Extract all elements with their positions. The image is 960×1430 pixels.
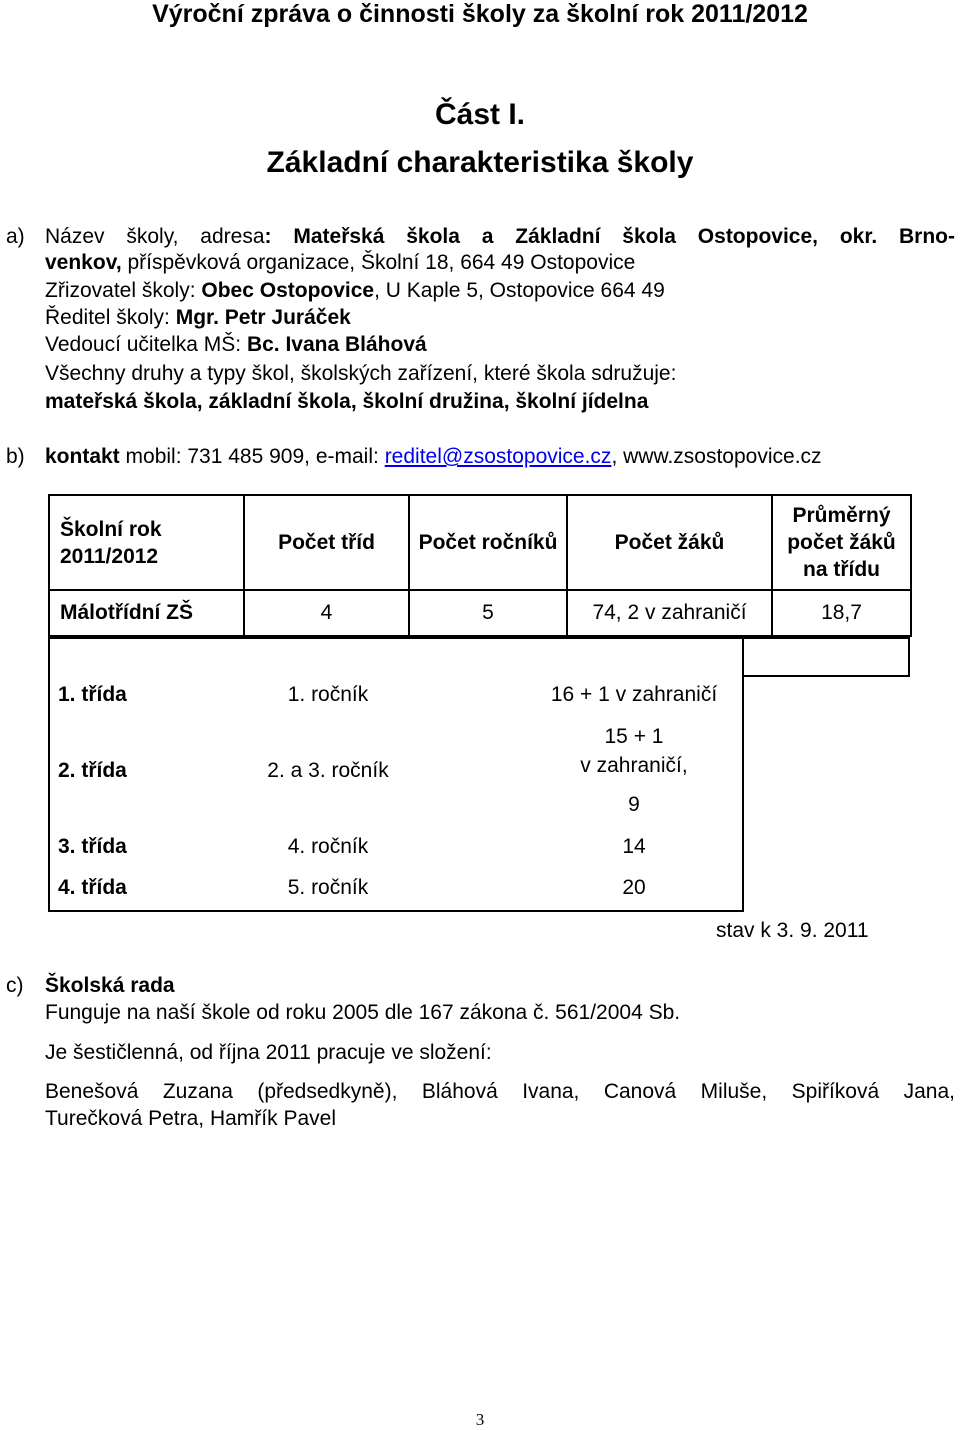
school-name-line xyxy=(45,223,955,251)
class-2-grade: 2. a 3. ročník xyxy=(267,759,389,782)
class-4-pupils: 20 xyxy=(622,876,646,899)
kindergarten-head-label: Vedoucí učitelka MŠ: xyxy=(45,333,242,356)
school-types-list xyxy=(45,388,955,416)
header-average: Průměrný počet žáků na třídu xyxy=(772,495,911,590)
school-name-colon: : xyxy=(264,225,272,248)
kindergarten-head-name: Bc. Ivana Bláhová xyxy=(246,333,427,356)
director-name: Mgr. Petr Juráček xyxy=(175,306,351,329)
class-2-pupils-3: 9 xyxy=(628,793,640,816)
section-b-label: b) xyxy=(6,445,25,468)
school-board-line-1: Funguje na naší škole od roku 2005 dle 167 zákona č. 561/2004 Sb. xyxy=(45,1001,681,1024)
school-types-bold: mateřská škola, základní škola, školní družina, školní jídelna xyxy=(45,390,649,413)
header-grade-count: Počet ročníků xyxy=(409,495,567,590)
cell-class-count: 4 xyxy=(244,590,409,636)
founder-line xyxy=(45,277,955,305)
cell-grade-count: 5 xyxy=(409,590,567,636)
table-row xyxy=(49,590,911,636)
cell-pupil-count: 74, 2 v zahraničí xyxy=(567,590,772,636)
founder-label: Zřizovatel školy: xyxy=(45,279,196,302)
part-heading: Část I. xyxy=(434,98,526,131)
class-2-label: 2. třída xyxy=(58,759,127,782)
website-text: www.zsostopovice.cz xyxy=(623,445,822,468)
school-board-title xyxy=(45,972,955,1000)
contact-mobile: mobil: 731 485 909, e-mail: xyxy=(125,445,379,468)
founder-address: , U Kaple 5, Ostopovice 664 49 xyxy=(374,279,665,302)
email-link[interactable]: reditel@zsostopovice.cz xyxy=(384,445,612,468)
school-name-cont: venkov, xyxy=(45,251,122,274)
school-stats-table xyxy=(48,494,912,637)
contact-line xyxy=(45,443,955,471)
founder-name: Obec Ostopovice xyxy=(201,279,375,302)
document-title: Výroční zpráva o činnosti školy za školní rok 2011/2012 xyxy=(152,0,808,28)
director-label: Ředitel školy: xyxy=(45,306,170,329)
school-address-line xyxy=(45,249,955,277)
status-date-note: stav k 3. 9. 2011 xyxy=(716,919,869,942)
contact-comma: , xyxy=(611,445,618,468)
class-1-grade: 1. ročník xyxy=(287,683,369,706)
class-breakdown-side-cell xyxy=(742,637,910,677)
school-board-members-2: Turečková Petra, Hamřík Pavel xyxy=(45,1107,336,1130)
section-c-label: c) xyxy=(6,974,24,997)
page-number: 3 xyxy=(475,1410,485,1429)
school-types-line: Všechny druhy a typy škol, školských zařízení, které škola sdružuje: xyxy=(45,362,677,385)
class-3-pupils: 14 xyxy=(622,835,646,858)
header-school-year: Školní rok 2011/2012 xyxy=(49,495,244,590)
cell-school-type: Málotřídní ZŠ xyxy=(49,590,244,636)
director-line xyxy=(45,304,955,332)
cell-average: 18,7 xyxy=(772,590,911,636)
school-board-members-1: Benešová Zuzana (předsedkyně), Bláhová Ivana, Canová Miluše, Spiříková Jana, xyxy=(45,1080,955,1103)
header-class-count: Počet tříd xyxy=(244,495,409,590)
school-name-prefix: Název školy, adresa xyxy=(45,225,265,248)
table-header-row xyxy=(49,495,911,590)
class-4-label: 4. třída xyxy=(58,876,127,899)
section-a-label: a) xyxy=(6,225,25,248)
class-2-pupils-1: 15 + 1 xyxy=(604,725,664,748)
school-board-line-2: Je šestičlenná, od října 2011 pracuje ve složení: xyxy=(45,1041,492,1064)
class-2-pupils-2: v zahraničí, xyxy=(580,754,688,777)
class-3-label: 3. třída xyxy=(58,835,127,858)
class-1-pupils: 16 + 1 v zahraničí xyxy=(550,683,718,706)
section-heading: Základní charakteristika školy xyxy=(266,146,694,179)
class-1-label: 1. třída xyxy=(58,683,127,706)
contact-label: kontakt xyxy=(45,445,120,468)
school-address: příspěvková organizace, Školní 18, 664 49 Ostopovice xyxy=(127,251,636,274)
header-pupil-count: Počet žáků xyxy=(567,495,772,590)
school-name: Mateřská škola a Základní škola Ostopovice, okr. Brno- xyxy=(293,225,955,248)
class-3-grade: 4. ročník xyxy=(287,835,369,858)
school-board-title-text: Školská rada xyxy=(45,974,175,997)
kindergarten-head-line xyxy=(45,331,955,359)
class-4-grade: 5. ročník xyxy=(287,876,369,899)
